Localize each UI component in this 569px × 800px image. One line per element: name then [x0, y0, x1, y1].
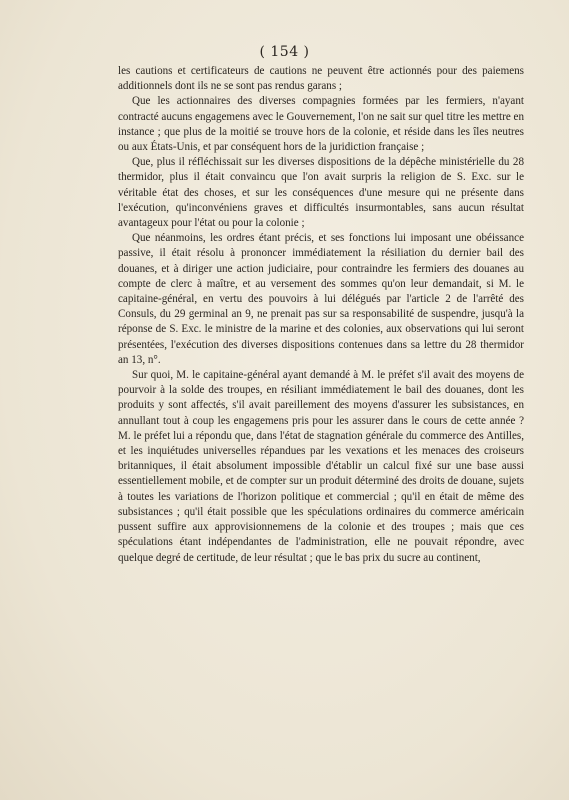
paragraph-3: Que, plus il réfléchissait sur les diverses dispositions de la dépêche ministérielle du 28 thermidor, plus il était convaincu que l'on avait surpris la religion de S. Exc. sur le véritable état des choses, et sur les conséquences d'une mesure qui ne présente dans l'exécution, qu'inconvéniens graves et difficultés insurmontables, sans aucun résultat avantageux pour l'état ou pour la colonie ; — [118, 156, 524, 230]
page-number: ( 154 ) — [259, 44, 310, 60]
paragraph-2: Que les actionnaires des diverses compagnies formées par les fermiers, n'ayant contracté aucuns engagemens avec le Gouvernement, l'on ne sait sur quel titre les mettre en instance ; que plus de la moitié se trouve hors de la colonie, et réside dans les îles neutres ou aux États-Unis, et par conséquent hors de la juridiction française ; — [118, 95, 524, 154]
paragraph-4: Que néanmoins, les ordres étant précis, et ses fonctions lui imposant une obéissance passive, il était résolu à prononcer immédiatement la résiliation du dernier bail des douanes, et à diriger une action judiciaire, pour contraindre les fermiers des douanes au compte de clerc à maître, et au versement des sommes qu'on leur demandait, si M. le capitaine-général, en vertu des pouvoirs à lui délégués par l'article 2 de l'arrêté des Consuls, du 29 germinal an 9, ne prenait pas sur sa responsabilité de suspendre, jusqu'à la réponse de S. Exc. le ministre de la marine et des colonies, aux observations qui lui seront présentées, l'exécution des diverses dispositions contenues dans sa lettre du 28 thermidor an 13, n°. — [118, 232, 524, 366]
body-text — [118, 64, 524, 566]
paragraph-1: les cautions et certificateurs de cautions ne peuvent être actionnés pour des paiemens additionnels dont ils ne se sont pas rendus garans ; — [118, 65, 524, 93]
paragraph-5: Sur quoi, M. le capitaine-général ayant demandé à M. le préfet s'il avait des moyens de pourvoir à la solde des troupes, en résiliant immédiatement le bail des douanes, dont les produits y sont affectés, s'il avait pareillement des moyens d'assurer les subsistances, en annullant tout à coup les engagemens pris pour les assurer dans le cours de cette année ? M. le préfet lui a répondu que, dans l'état de stagnation générale du commerce des Antilles, et les inquiétudes universelles répandues par les vexations et les menaces des croiseurs britanniques, il était absolument impossible d'établir un calcul fixé sur une base aussi essentiellement mobile, et de compter sur un produit déterminé des droits de douane, sujets à toutes les variations de l'horizon politique et commercial ; qu'il en était de même des subsistances ; qu'il était possible que les spéculations ordinaires du commerce américain pussent suffire aux approvisionnemens de la colonie et des troupes ; mais que ces spéculations étant indépendantes de l'administration, elle ne pouvait répondre, avec quelque degré de certitude, de leur résultat ; que le bas prix du sucre au continent, — [118, 369, 524, 564]
